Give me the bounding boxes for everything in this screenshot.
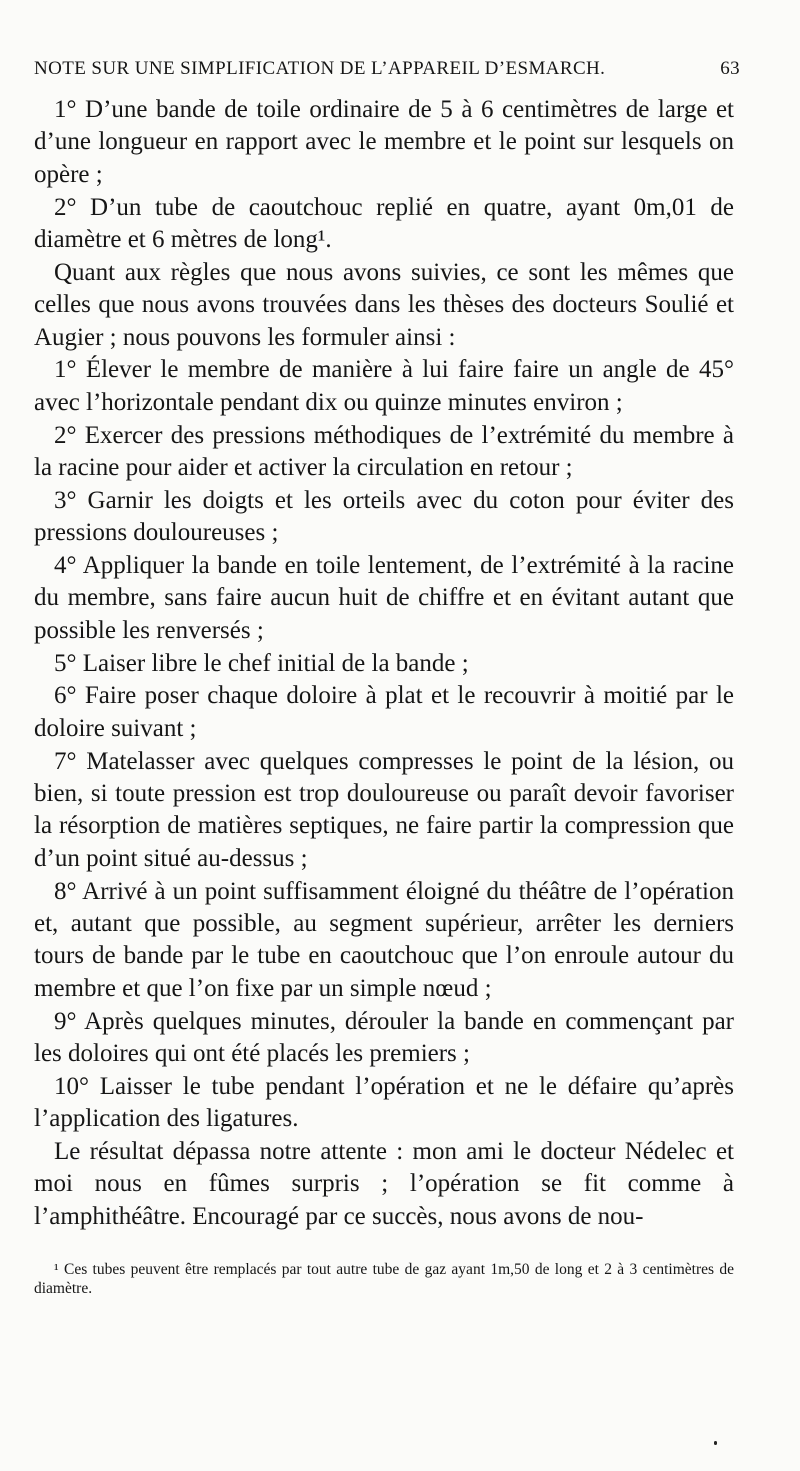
paragraph-14: Le résultat dépassa notre attente : mon ami le docteur Nédelec et moi nous en fûmes surpris ; l’opération se fit comme à l’amphithéâtre. Encouragé par ce succès, nous avons de nou-: [34, 1138, 734, 1230]
footnote: ¹ Ces tubes peuvent être remplacés par tout autre tube de gaz ayant 1m,50 de long et 2 à 3 centimètres de diamètre.: [34, 1260, 734, 1298]
paragraph-7: 4° Appliquer la bande en toile lentement, de l’extrémité à la racine du membre, sans faire aucun huit de chiffre et en évitant autant que possible les renversés ;: [34, 552, 734, 644]
paragraph-5: 2° Exercer des pressions méthodiques de l’extrémité du membre à la racine pour aider et activer la circulation en retour ;: [34, 421, 734, 482]
book-page: [34, 58, 740, 1299]
paragraph-13: 10° Laisser le tube pendant l’opération et ne le défaire qu’après l’application des ligatures.: [34, 1072, 734, 1133]
ink-speck: [714, 1441, 717, 1445]
paragraph-9: 6° Faire poser chaque doloire à plat et le recouvrir à moitié par le doloire suivant ;: [34, 682, 734, 742]
paragraph-11: 8° Arrivé à un point suffisamment éloigné du théâtre de l’opération et, autant que possible, au segment supérieur, arrêter les derniers tours de bande par le tube en caoutchouc que l’on enroule autour du membre et que l’on fixe par un simple nœud ;: [34, 877, 734, 1002]
running-title: NOTE SUR UNE SIMPLIFICATION DE L’APPAREIL D’ESMARCH.: [34, 58, 606, 79]
running-header: [34, 58, 740, 94]
paragraph-4: 1° Élever le membre de manière à lui faire faire un angle de 45° avec l’horizontale pendant dix ou quinze minutes environ ;: [34, 356, 734, 416]
footnote-spacer: [34, 1234, 734, 1260]
paragraph-10: 7° Matelasser avec quelques compresses le point de la lésion, ou bien, si toute pression est trop douloureuse ou paraît devoir favoriser la résorption de matières septiques, ne faire partir la compression que d’un point situé au-dessus ;: [34, 747, 734, 872]
paragraph-12: 9° Après quelques minutes, dérouler la bande en commençant par les doloires qui ont été placés les premiers ;: [34, 1007, 734, 1068]
paragraph-3: Quant aux règles que nous avons suivies, ce sont les mêmes que celles que nous avons trouvées dans les thèses des docteurs Soulié et Augier ; nous pouvons les formuler ainsi :: [34, 258, 734, 351]
paragraph-6: 3° Garnir les doigts et les orteils avec du coton pour éviter des pressions douloureuses ;: [34, 486, 734, 547]
paragraph-8: 5° Laiser libre le chef initial de la bande ;: [54, 649, 469, 677]
paragraph-2: 2° D’un tube de caoutchouc replié en quatre, ayant 0m,01 de diamètre et 6 mètres de long¹.: [34, 193, 734, 254]
page-number: 63: [720, 58, 740, 79]
paragraph-1: 1° D’une bande de toile ordinaire de 5 à 6 centimètres de large et d’une longueur en rapport avec le membre et le point sur lesquels on opère ;: [34, 96, 734, 188]
body-text: [34, 94, 734, 1233]
